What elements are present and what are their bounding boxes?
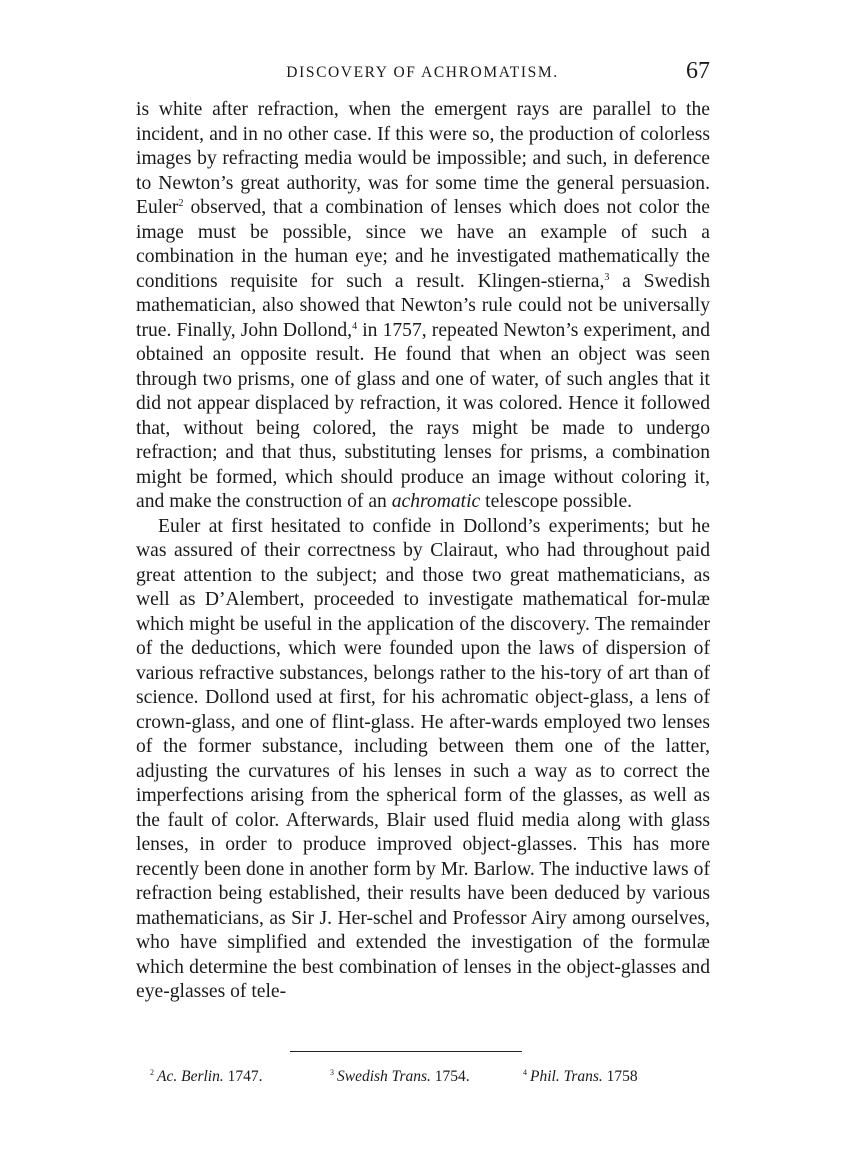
paragraph-1 [136,98,710,515]
footnote-3-source: Swedish Trans. [337,1068,431,1085]
footnote-2-year: 1747. [227,1068,263,1085]
footnote-2-source: Ac. Berlin. [157,1068,224,1085]
footnote-2-mark: 2 [150,1068,154,1077]
running-title: DISCOVERY OF ACHROMATISM. [286,64,559,81]
footnote-4-mark: 4 [523,1068,527,1077]
paragraph-1-part-5: telescope possible. [480,491,633,512]
footnotes [150,1068,690,1092]
footnote-4 [523,1068,638,1086]
paragraph-2: Euler at first hesitated to confide in Dollond’s experiments; but he was assured of their correctness by Clairaut, who had throughout paid great attention to the subject; and those two great mathematicians, as well as D’Alembert, proceeded to investigate mathematical for-mulæ which might be useful in the application of the discovery. The remainder of the deductions, which were founded upon the laws of dispersion of various refractive substances, belongs rather to the his-tory of art than of science. Dollond used at first, for his achromatic object-glass, a lens of crown-glass, and one of flint-glass. He after-wards employed two lenses of the former substance, including between them one of the latter, adjusting the curvatures of his lenses in such a way as to correct the imperfections arising from the spherical form of the glasses, as well as the fault of color. Afterwards, Blair used fluid media along with glass lenses, in order to produce improved object-glasses. This has more recently been done in another form by Mr. Barlow. The inductive laws of refraction being established, their results have been deduced by various mathematicians, as Sir J. Her-schel and Professor Airy among ourselves, who have simplified and extended the investigation of the formulæ which determine the best combination of lenses in the object-glasses and eye-glasses of tele- [136,515,710,1002]
paragraph-1-part-1: is white after refraction, when the emergent rays are parallel to the incident, and in no other case. If this were so, the production of colorless images by refracting media would be impossible; and such, in deference to Newton’s great authority, was for some time the general persuasion. Euler [136,99,710,218]
footnote-3-year: 1754. [434,1068,470,1085]
footnote-3 [330,1068,470,1086]
paragraph-1-part-2: observed, that a combination of lenses which does not color the image must be possible, since we have an example of such a combination in the human eye; and he investigated mathematically the conditions requisite for such a result. Klingen-stierna, [136,197,710,292]
footnote-ref-3: 3 [604,271,610,283]
running-head [135,58,710,88]
footnote-ref-4: 4 [352,320,358,332]
page-number: 67 [686,58,710,84]
achromatic-term: achromatic [391,491,481,512]
footnote-rule [290,1051,522,1052]
footnote-4-source: Phil. Trans. [530,1068,603,1085]
paragraph-1-part-3: a Swedish mathematician, also showed that Newton’s rule could not be universally true. Finally, John Dollond, [136,270,710,341]
paragraph-1-part-4: in 1757, repeated Newton’s experiment, and obtained an opposite result. He found that when an object was seen through two prisms, one of glass and one of water, of such angles that it did not appear displaced by refraction, it was colored. Hence it followed that, without being colored, the rays might be made to undergo refraction; and that thus, substituting lenses for prisms, a combination might be formed, which should produce an image without coloring it, and make the construction of an [136,319,710,512]
footnote-ref-2: 2 [178,198,184,209]
footnote-4-year: 1758 [606,1068,638,1085]
body-text [136,98,710,1005]
footnote-3-mark: 3 [330,1068,334,1077]
footnote-2 [150,1068,262,1086]
